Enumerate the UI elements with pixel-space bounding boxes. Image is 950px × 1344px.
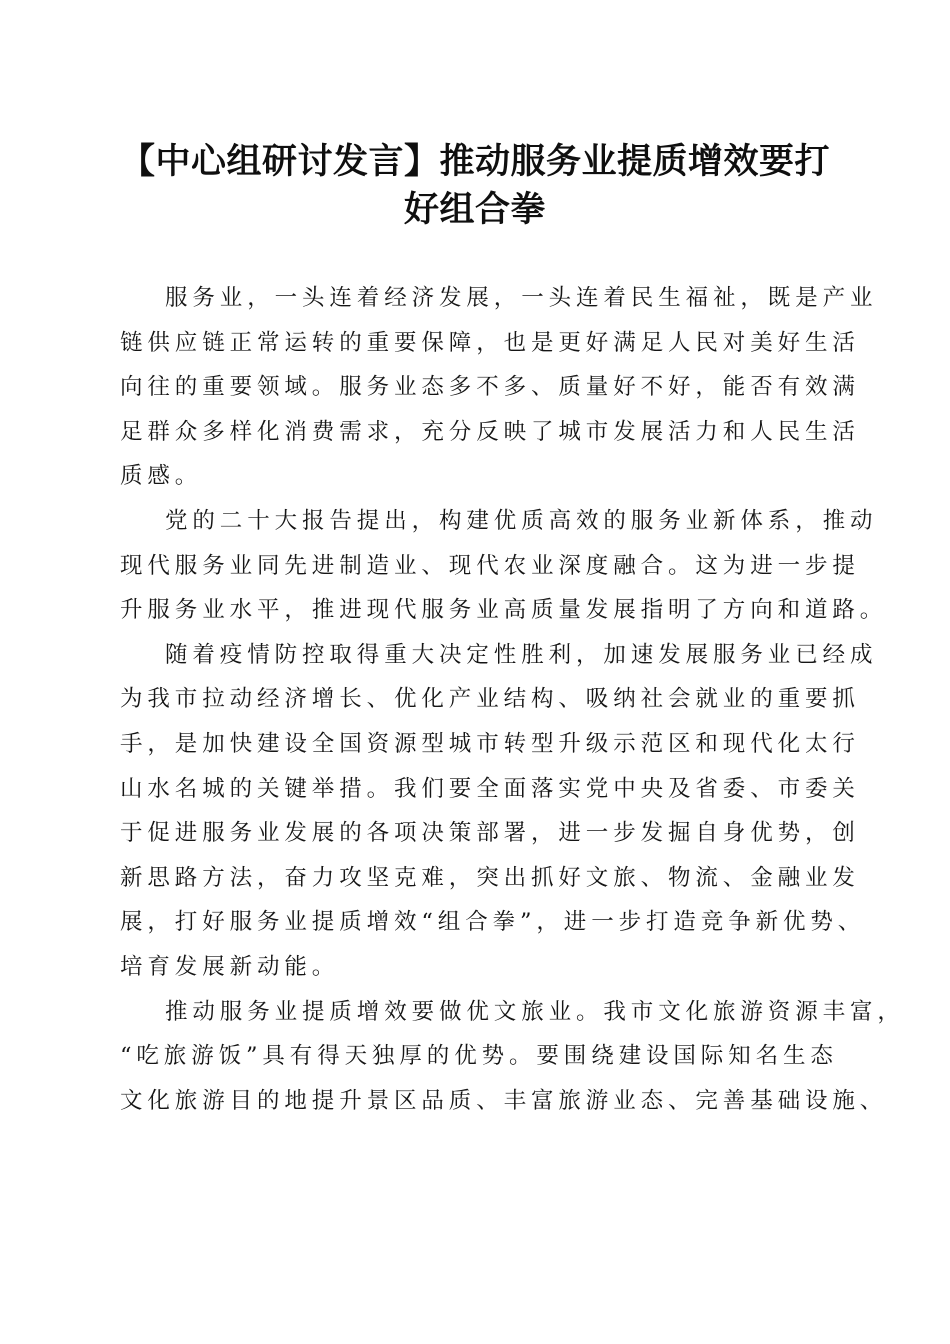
text-line: 现代服务业同先进制造业、现代农业深度融合。这为进一步提 [120,552,860,579]
document-body [120,276,905,1123]
text-line: 于促进服务业发展的各项决策部署，进一步发掘自身优势，创 [120,820,860,847]
title-line: 好组合拳 [403,190,546,230]
text-line: 为我市拉动经济增长、优化产业结构、吸纳社会就业的重要抓 [120,686,860,713]
paragraph-3 [120,633,878,990]
page-title [110,138,840,234]
text-line: 手，是加快建设全国资源型城市转型升级示范区和现代化太行 [120,730,860,757]
paragraph-4 [120,990,905,1124]
text-line: “吃旅游饭”具有得天独厚的优势。要围绕建设国际知名生态 [120,1043,838,1070]
text-line: 推动服务业提质增效要做优文旅业。我市文化旅游资源丰富， [165,998,905,1025]
text-line: 服务业，一头连着经济发展，一头连着民生福祉，既是产业 [165,285,878,311]
text-line: 培育发展新动能。 [120,953,340,980]
text-line: 足群众多样化消费需求，充分反映了城市发展活力和人民生活 [120,418,860,445]
text-line: 质感。 [120,463,203,490]
text-line: 山水名城的关键举措。我们要全面落实党中央及省委、市委关 [120,775,860,802]
text-line: 链供应链正常运转的重要保障，也是更好满足人民对美好生活 [120,329,860,356]
paragraph-1 [120,276,878,499]
paragraph-2 [120,499,888,633]
title-line: 【中心组研讨发言】推动服务业提质增效要打 [119,142,830,182]
text-line: 新思路方法，奋力攻坚克难，突出抓好文旅、物流、金融业发 [120,864,860,891]
text-line: 向往的重要领域。服务业态多不多、质量好不好，能否有效满 [120,374,860,401]
text-line: 升服务业水平，推进现代服务业高质量发展指明了方向和道路。 [120,597,888,624]
text-line: 展，打好服务业提质增效“组合拳”，进一步打造竞争新优势、 [120,909,866,936]
text-line: 文化旅游目的地提升景区品质、丰富旅游业态、完善基础设施、 [120,1087,888,1114]
text-line: 党的二十大报告提出，构建优质高效的服务业新体系，推动 [165,507,878,534]
text-line: 随着疫情防控取得重大决定性胜利，加速发展服务业已经成 [165,641,878,668]
